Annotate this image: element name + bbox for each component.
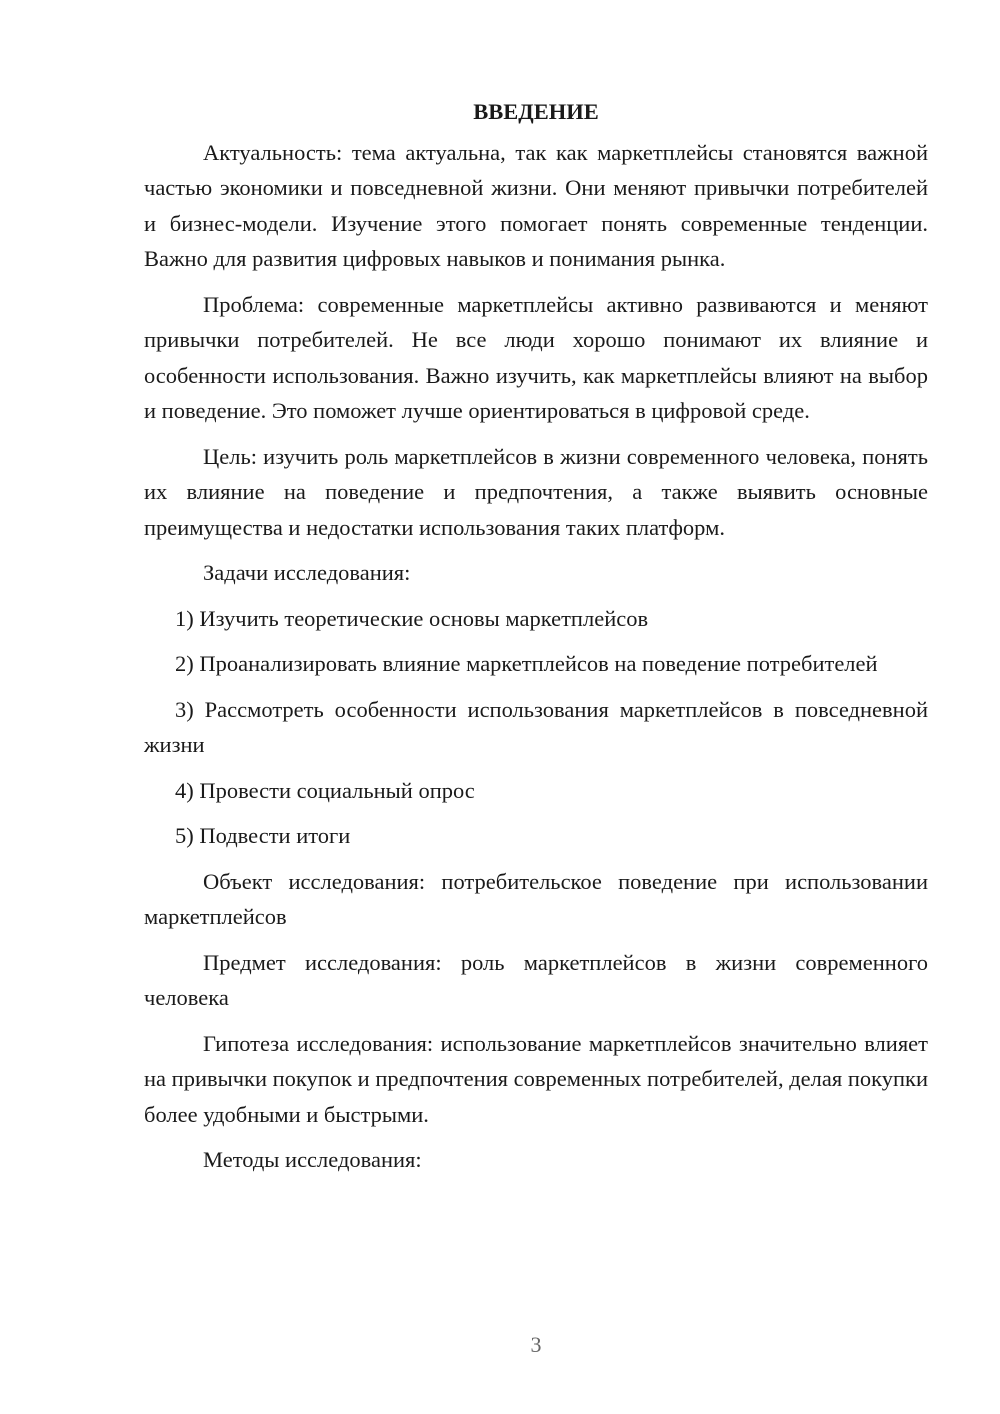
paragraph-tasks-heading: Задачи исследования: bbox=[203, 560, 411, 585]
paragraph-problem: Проблема: современные маркетплейсы активно развиваются и меняют привычки потребителей. Не все люди хорошо понимают их влияние и особенности использования. Важно изучить, как маркетплейсы влияют на выбор и поведение. Это поможет лучше ориентироваться в цифровой среде. bbox=[144, 291, 928, 423]
paragraph-hypothesis: Гипотеза исследования: использование маркетплейсов значительно влияет на привычки покупок и предпочтения современных потребителей, делая покупки более удобными и быстрыми. bbox=[144, 1030, 928, 1127]
page-number: 3 bbox=[530, 1332, 542, 1357]
task-item-3: 3) Рассмотреть особенности использования маркетплейсов в повседневной жизни bbox=[144, 696, 928, 757]
paragraph-goal: Цель: изучить роль маркетплейсов в жизни современного человека, понять их влияние на поведение и предпочтения, а также выявить основные преимущества и недостатки использования таких платформ. bbox=[144, 443, 928, 540]
task-item-4: 4) Провести социальный опрос bbox=[175, 777, 475, 803]
task-item-5: 5) Подвести итоги bbox=[175, 823, 351, 848]
task-item-1: 1) Изучить теоретические основы маркетплейсов bbox=[175, 605, 649, 631]
page-body bbox=[144, 94, 928, 1188]
task-item-2: 2) Проанализировать влияние маркетплейсов на поведение потребителей bbox=[175, 651, 878, 676]
paragraph-relevance: Актуальность: тема актуальна, так как маркетплейсы становятся важной частью экономики и повседневной жизни. Они меняют привычки потребителей и бизнес-модели. Изучение этого помогает понять современные тенденции. Важно для развития цифровых навыков и понимания рынка. bbox=[144, 139, 928, 271]
paragraph-methods: Методы исследования: bbox=[203, 1147, 422, 1172]
paragraph-object: Объект исследования: потребительское поведение при использовании маркетплейсов bbox=[144, 868, 928, 929]
section-title: ВВЕДЕНИЕ bbox=[473, 99, 599, 124]
paragraph-subject: Предмет исследования: роль маркетплейсов в жизни современного человека bbox=[144, 949, 928, 1010]
